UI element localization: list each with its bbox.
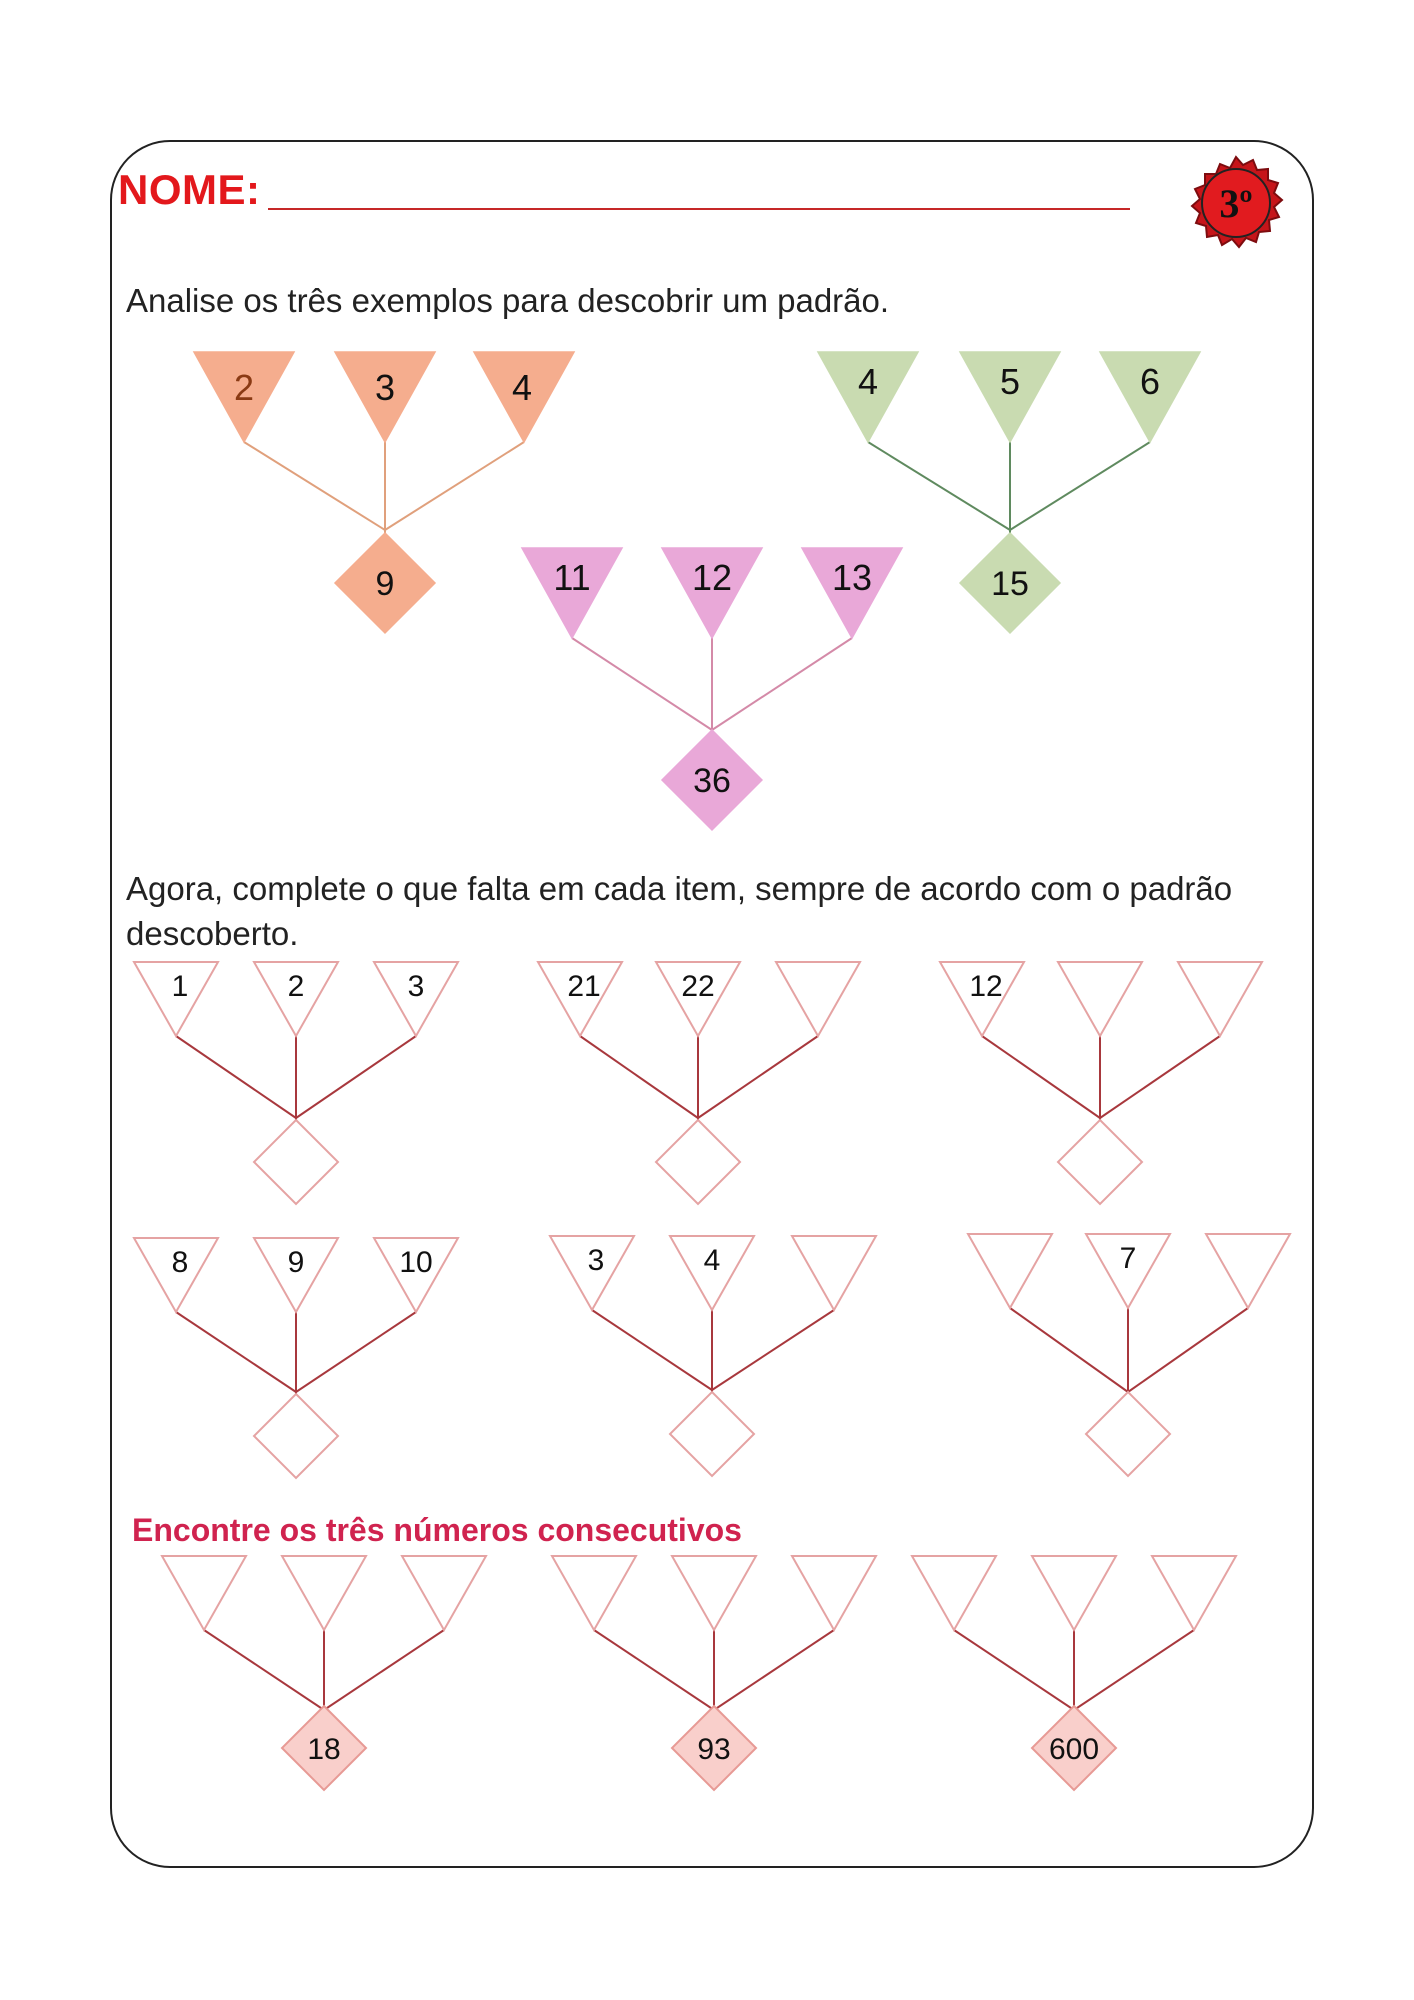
- number-triangle[interactable]: [1058, 962, 1142, 1036]
- triangle-number: 1: [171, 970, 189, 1003]
- number-triangle[interactable]: [162, 1556, 246, 1630]
- branch-line: [982, 1036, 1100, 1118]
- consecutive-tree: [552, 1556, 876, 1790]
- branch-line: [1128, 1308, 1248, 1392]
- branch-line: [204, 1630, 324, 1710]
- number-triangle[interactable]: [912, 1556, 996, 1630]
- triangle-number: 9: [287, 1246, 305, 1279]
- triangle-number: 11: [553, 557, 591, 598]
- number-triangle[interactable]: [776, 962, 860, 1036]
- branch-line: [592, 1310, 712, 1390]
- result-number: 36: [693, 762, 731, 801]
- result-number: 9: [375, 565, 395, 604]
- branch-line: [580, 1036, 698, 1118]
- triangle-number: 12: [969, 970, 1003, 1003]
- consecutive-tree: [162, 1556, 486, 1790]
- exercise-tree: [134, 962, 458, 1204]
- number-triangle[interactable]: [792, 1556, 876, 1630]
- branch-line: [296, 1036, 416, 1118]
- branch-line: [324, 1630, 444, 1710]
- number-triangle[interactable]: [282, 1556, 366, 1630]
- branch-line: [1010, 442, 1150, 530]
- branch-line: [594, 1630, 714, 1710]
- exercise-tree: [940, 962, 1262, 1204]
- branch-line: [868, 442, 1010, 530]
- result-number: 18: [307, 1732, 341, 1766]
- branch-line: [1100, 1036, 1220, 1118]
- exercise-tree: [968, 1234, 1290, 1476]
- branch-line: [954, 1630, 1074, 1710]
- number-triangle[interactable]: [672, 1556, 756, 1630]
- number-triangle[interactable]: [552, 1556, 636, 1630]
- name-label: NOME:: [118, 166, 261, 213]
- triangle-number: 4: [511, 367, 533, 408]
- branch-line: [714, 1630, 834, 1710]
- number-triangle[interactable]: [1178, 962, 1262, 1036]
- triangle-number: 2: [233, 367, 255, 408]
- triangle-number: 12: [691, 557, 733, 598]
- branch-line: [244, 442, 385, 530]
- result-number: 15: [991, 565, 1029, 604]
- branch-line: [698, 1036, 818, 1118]
- triangle-number: 22: [681, 970, 715, 1003]
- result-diamond[interactable]: [656, 1120, 740, 1204]
- result-number: 600: [1048, 1732, 1100, 1766]
- branch-line: [712, 1310, 834, 1390]
- result-diamond[interactable]: [254, 1120, 338, 1204]
- result-diamond[interactable]: [254, 1394, 338, 1478]
- triangle-number: 8: [171, 1246, 189, 1279]
- triangle-number: 4: [703, 1244, 721, 1277]
- grade-badge-text: 3º: [1219, 181, 1253, 226]
- number-triangle[interactable]: [792, 1236, 876, 1310]
- triangle-number: 10: [399, 1246, 433, 1279]
- triangle-number: 2: [287, 970, 305, 1003]
- example-tree-pink: [522, 548, 902, 830]
- number-triangle[interactable]: [402, 1556, 486, 1630]
- number-triangle[interactable]: [968, 1234, 1052, 1308]
- result-diamond[interactable]: [670, 1392, 754, 1476]
- triangle-number: 21: [567, 970, 601, 1003]
- exercise-tree: [538, 962, 860, 1204]
- branch-line: [572, 638, 712, 730]
- triangle-number: 3: [587, 1244, 605, 1277]
- instruction-analyze: Analise os três exemplos para descobrir um padrão.: [126, 282, 890, 319]
- triangle-number: 3: [374, 367, 396, 408]
- consecutive-tree: [912, 1556, 1236, 1790]
- consecutive-title: Encontre os três números consecutivos: [132, 1512, 742, 1548]
- example-tree-orange: [194, 352, 574, 633]
- exercise-tree: [550, 1236, 876, 1476]
- number-triangle[interactable]: [1152, 1556, 1236, 1630]
- exercise-tree: [134, 1238, 458, 1478]
- result-number: 93: [697, 1732, 731, 1766]
- branch-line: [1074, 1630, 1194, 1710]
- instruction-complete: Agora, complete o que falta em cada item, sempre de acordo com o padrão descoberto.: [126, 870, 1233, 952]
- branch-line: [176, 1312, 296, 1392]
- branch-line: [385, 442, 524, 530]
- branch-line: [176, 1036, 296, 1118]
- number-triangle[interactable]: [1032, 1556, 1116, 1630]
- result-diamond[interactable]: [1058, 1120, 1142, 1204]
- triangle-number: 4: [857, 361, 879, 402]
- number-triangle[interactable]: [1206, 1234, 1290, 1308]
- triangle-number: 13: [831, 557, 873, 598]
- triangle-number: 6: [1139, 361, 1161, 402]
- triangle-number: 7: [1119, 1242, 1137, 1275]
- branch-line: [1010, 1308, 1128, 1392]
- result-diamond[interactable]: [1086, 1392, 1170, 1476]
- branch-line: [296, 1312, 416, 1392]
- triangle-number: 3: [407, 970, 425, 1003]
- triangle-number: 5: [999, 361, 1021, 402]
- branch-line: [712, 638, 852, 730]
